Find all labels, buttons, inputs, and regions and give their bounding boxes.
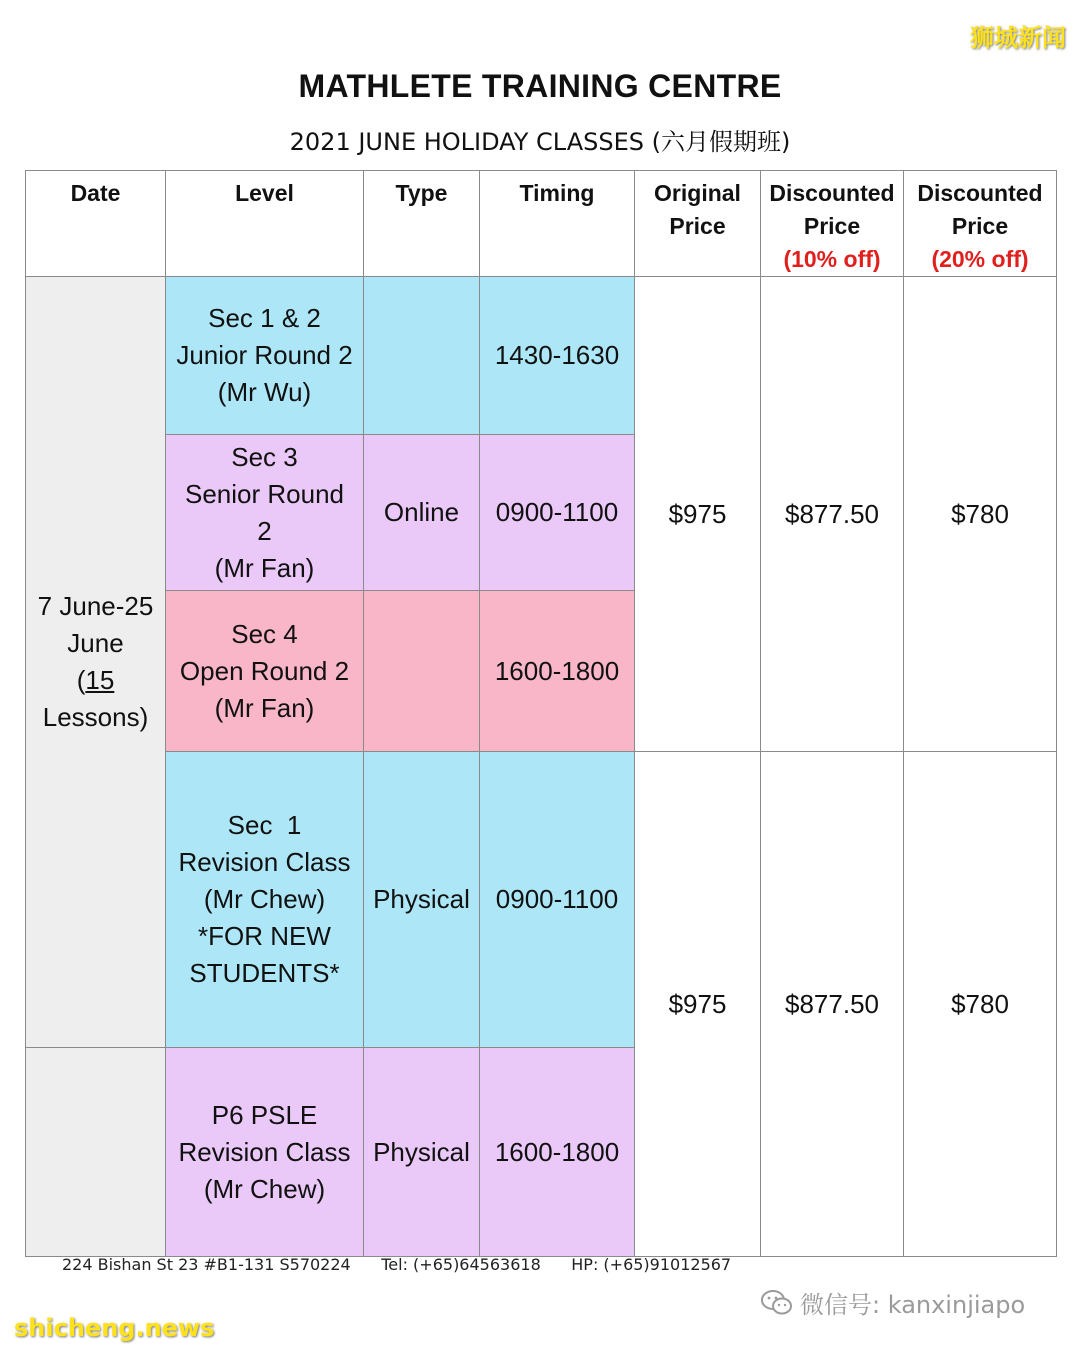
col-header-date: Date	[26, 171, 166, 277]
level-cell	[166, 752, 364, 1048]
level-line: Junior Round 2	[176, 340, 353, 370]
schedule-table	[25, 170, 1057, 1257]
date-line3-open: (	[76, 665, 86, 695]
level-line: Revision Class	[178, 847, 351, 877]
watermark-top-right: 狮城新闻	[970, 24, 1066, 52]
timing-cell: 0900-1100	[480, 435, 635, 591]
level-line: (Mr Fan)	[214, 552, 315, 583]
footer-tel: Tel: (+65)64563618	[381, 1255, 541, 1274]
level-line: Revision Class	[178, 1136, 351, 1167]
col-header-discount-20	[904, 171, 1057, 277]
col-header-timing: Timing	[480, 171, 635, 277]
date-line2: June	[67, 628, 124, 658]
discount-10-price-cell: $877.50	[761, 277, 904, 752]
date-cell	[26, 277, 166, 1048]
discount-20-price-cell: $780	[904, 752, 1057, 1257]
date-lesson-count: 15	[85, 665, 115, 695]
watermark-bottom-left: shicheng.news	[14, 1314, 215, 1342]
col-header-disc20-line2: Price	[951, 213, 1009, 239]
table-row	[26, 277, 1057, 435]
col-header-discount-10	[761, 171, 904, 277]
level-line: Sec 3	[231, 441, 298, 472]
col-header-original-line2: Price	[669, 213, 726, 239]
level-line: Open Round 2	[179, 655, 350, 686]
timing-cell: 0900-1100	[480, 752, 635, 1048]
col-header-disc10-line2: Price	[803, 213, 861, 239]
col-header-disc10-line1: Discounted	[769, 180, 895, 206]
page-title: MATHLETE TRAINING CENTRE	[298, 68, 782, 104]
level-line: STUDENTS*	[189, 958, 340, 988]
col-header-type: Type	[364, 171, 480, 277]
level-line: Sec 1	[227, 810, 302, 840]
table-row	[26, 752, 1057, 1048]
discount-10-price-cell: $877.50	[761, 752, 904, 1257]
page-subtitle: 2021 JUNE HOLIDAY CLASSES (六月假期班)	[289, 128, 791, 156]
type-cell: Online	[364, 435, 480, 591]
level-line: 2	[257, 515, 272, 546]
discount-20-price-cell: $780	[904, 277, 1057, 752]
timing-cell: 1430-1630	[480, 277, 635, 435]
level-line: (Mr Chew)	[203, 884, 326, 914]
watermark-wechat	[760, 1285, 1025, 1320]
level-cell	[166, 277, 364, 435]
date-cell-empty	[26, 1048, 166, 1257]
wechat-icon	[760, 1289, 794, 1317]
footer-hp: HP: (+65)91012567	[571, 1255, 732, 1274]
col-header-original-price	[635, 171, 761, 277]
type-cell: Physical	[364, 752, 480, 1048]
level-cell	[166, 435, 364, 591]
level-line: (Mr Chew)	[203, 1173, 326, 1204]
level-line: Senior Round	[185, 478, 344, 509]
level-line: P6 PSLE	[211, 1099, 318, 1130]
col-header-disc10-note: (10% off)	[783, 246, 881, 272]
footer-contact	[62, 1255, 731, 1274]
timing-cell: 1600-1800	[480, 1048, 635, 1257]
level-line: Sec 4	[231, 618, 298, 649]
watermark-wechat-text: 微信号: kanxinjiapo	[800, 1291, 1026, 1319]
level-cell	[166, 1048, 364, 1257]
footer-address: 224 Bishan St 23 #B1-131 S570224	[62, 1255, 351, 1274]
level-line: (Mr Wu)	[217, 377, 312, 407]
type-cell: Physical	[364, 1048, 480, 1257]
original-price-cell: $975	[635, 752, 761, 1257]
table-header-row	[26, 171, 1057, 277]
level-cell	[166, 591, 364, 752]
level-line: Sec 1 & 2	[208, 303, 321, 333]
level-line: *FOR NEW	[198, 921, 331, 951]
col-header-original-line1: Original	[654, 180, 741, 206]
date-line1: 7 June-25	[37, 591, 154, 621]
col-header-level: Level	[166, 171, 364, 277]
col-header-disc20-note: (20% off)	[931, 246, 1029, 272]
timing-cell: 1600-1800	[480, 591, 635, 752]
level-line: (Mr Fan)	[214, 692, 315, 723]
date-line4: Lessons)	[42, 702, 149, 732]
col-header-disc20-line1: Discounted	[917, 180, 1043, 206]
type-cell-empty	[364, 277, 480, 435]
type-cell-empty	[364, 591, 480, 752]
original-price-cell: $975	[635, 277, 761, 752]
